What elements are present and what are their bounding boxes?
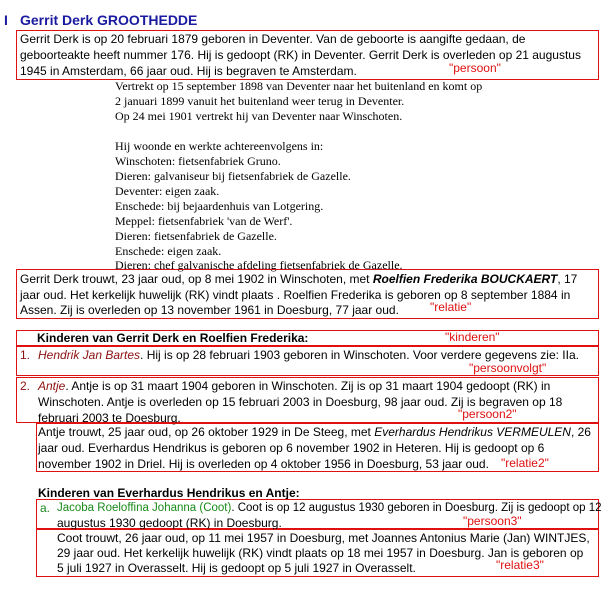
child-1-details: . Hij is op 28 februari 1903 geboren in Winschoten. Voor verdere gegevens zie: IIa. [140, 348, 579, 362]
generation-numeral: I [4, 12, 8, 28]
child-2-name: Antje [38, 379, 66, 393]
child-1-name: Hendrik Jan Bartes [38, 348, 141, 362]
relatie-line-2: jaar oud. Het kerkelijk huwelijk (RK) vindt plaats . Roelfien Frederika is geboren op 8 september 1884 in [20, 288, 571, 302]
relatie-tag: "relatie" [430, 300, 472, 314]
relatie2-line-1 [38, 424, 591, 440]
persoon-line-3: 1945 in Amsterdam, 66 jaar oud. Hij is begraven te Amsterdam. [20, 64, 357, 78]
note-line: Winschoten: fietsenfabriek Gruno. [115, 154, 281, 168]
note-line: Vertrekt op 15 september 1898 van Deventer naar het buitenland en komt op [115, 79, 483, 93]
relatie2-tag: "relatie2" [501, 456, 549, 470]
note-line: Dieren: fietsenfabriek de Gazelle. [115, 229, 277, 243]
relatie2-text: , 26 [570, 425, 591, 439]
relatie-line-3: Assen. Zij is overleden op 13 november 1961 in Doesburg, 77 jaar oud. [20, 303, 399, 317]
spouse-name: Roelfien Frederika BOUCKAERT [372, 272, 558, 286]
relatie2-line-3: november 1902 in Driel. Hij is overleden op 4 oktober 1956 in Doesburg, 53 jaar oud. [38, 457, 489, 471]
persoonvolgt-tag: "persoonvolgt" [469, 361, 547, 375]
relatie3-tag: "relatie3" [496, 558, 544, 572]
child-2-line-1 [38, 378, 550, 394]
note-line: Deventer: eigen zaak. [115, 184, 220, 198]
note-line: Enschede: eigen zaak. [115, 244, 222, 258]
relatie3-line-3: 5 juli 1927 in Overasselt. Hij is gedoopt op 5 juli 1927 in Overasselt. [57, 561, 416, 575]
persoon-line-1: Gerrit Derk is op 20 februari 1879 geboren in Deventer. Van de geboorte is aangifte gedaan, de [20, 32, 526, 46]
child-3-number: a. [40, 501, 51, 515]
kinderen-tag: "kinderen" [445, 330, 500, 344]
child-2-line-2: Winschoten. Antje is overleden op 15 februari 2003 in Doesburg, 98 jaar oud. Zij is begraven op 18 [38, 395, 563, 409]
relatie-text: Gerrit Derk trouwt, 23 jaar oud, op 8 mei 1902 in Winschoten, met [20, 272, 373, 286]
note-line: Dieren: galvaniseur bij fietsenfabriek de Gazelle. [115, 169, 351, 183]
child-3-name: Jacoba Roeloffina Johanna (Coot) [57, 502, 232, 514]
child-2-line-3: februari 2003 te Doesburg. [38, 411, 181, 425]
persoon3-tag: "persoon3" [463, 514, 522, 528]
note-line: Dieren: chef galvanische afdeling fietsenfabriek de Gazelle. [115, 258, 403, 272]
relatie2-line-2: jaar oud. Everhardus Hendrikus is geboren op 6 november 1902 in Heteren. Hij is gedoopt op 6 [38, 441, 545, 455]
note-line: Enschede: bij bejaardenhuis van Lotgering. [115, 199, 324, 213]
relatie-text: , 17 [557, 272, 578, 286]
child-2-details: . Antje is op 31 maart 1904 geboren in Winschoten. Zij is op 31 maart 1904 gedoopt (RK) in [65, 379, 551, 393]
person-title [20, 12, 197, 28]
kinderen-heading: Kinderen van Gerrit Derk en Roelfien Frederika: [37, 331, 309, 345]
note-line: Hij woonde en werkte achtereenvolgens in: [115, 139, 324, 153]
child-1-number: 1. [20, 348, 31, 362]
persoon-line-2: geboorteakte heeft nummer 176. Hij is gedoopt (RK) in Deventer. Gerrit Derk is overleden op 21 augustus [20, 48, 581, 62]
persoon-tag: "persoon" [449, 61, 501, 75]
relatie3-line-1: Coot trouwt, 26 jaar oud, op 11 mei 1957 in Doesburg, met Joannes Antonius Marie (Jan) WINTJES, [57, 531, 590, 545]
person-first-names: Gerrit Derk [20, 12, 94, 28]
persoon2-tag: "persoon2" [458, 407, 517, 421]
relatie2-text: Antje trouwt, 25 jaar oud, op 26 oktober 1929 in De Steeg, met [38, 425, 375, 439]
child-2-number: 2. [20, 379, 31, 393]
relatie-line-1 [20, 271, 577, 287]
note-line: Op 24 mei 1901 vertrekt hij van Deventer naar Winschoten. [115, 109, 403, 123]
note-line: Meppel: fietsenfabriek 'van de Werf'. [115, 214, 293, 228]
spouse-2-name: Everhardus Hendrikus VERMEULEN [374, 425, 571, 439]
kinderen2-heading: Kinderen van Everhardus Hendrikus en Antje: [38, 486, 300, 500]
person-surname: GROOTHEDDE [97, 12, 198, 28]
child-3-details: . Coot is op 12 augustus 1930 geboren in Doesburg. Zij is gedoopt op 12 [231, 502, 602, 514]
relatie3-line-2: 29 jaar oud. Het kerkelijk huwelijk (RK) vindt plaats op 18 mei 1957 in Doesburg. Jan is geboren op [57, 546, 584, 560]
child-3-line-2: augustus 1930 gedoopt (RK) in Doesburg. [57, 516, 282, 530]
note-line: 2 januari 1899 vanuit het buitenland weer terug in Deventer. [115, 94, 405, 108]
